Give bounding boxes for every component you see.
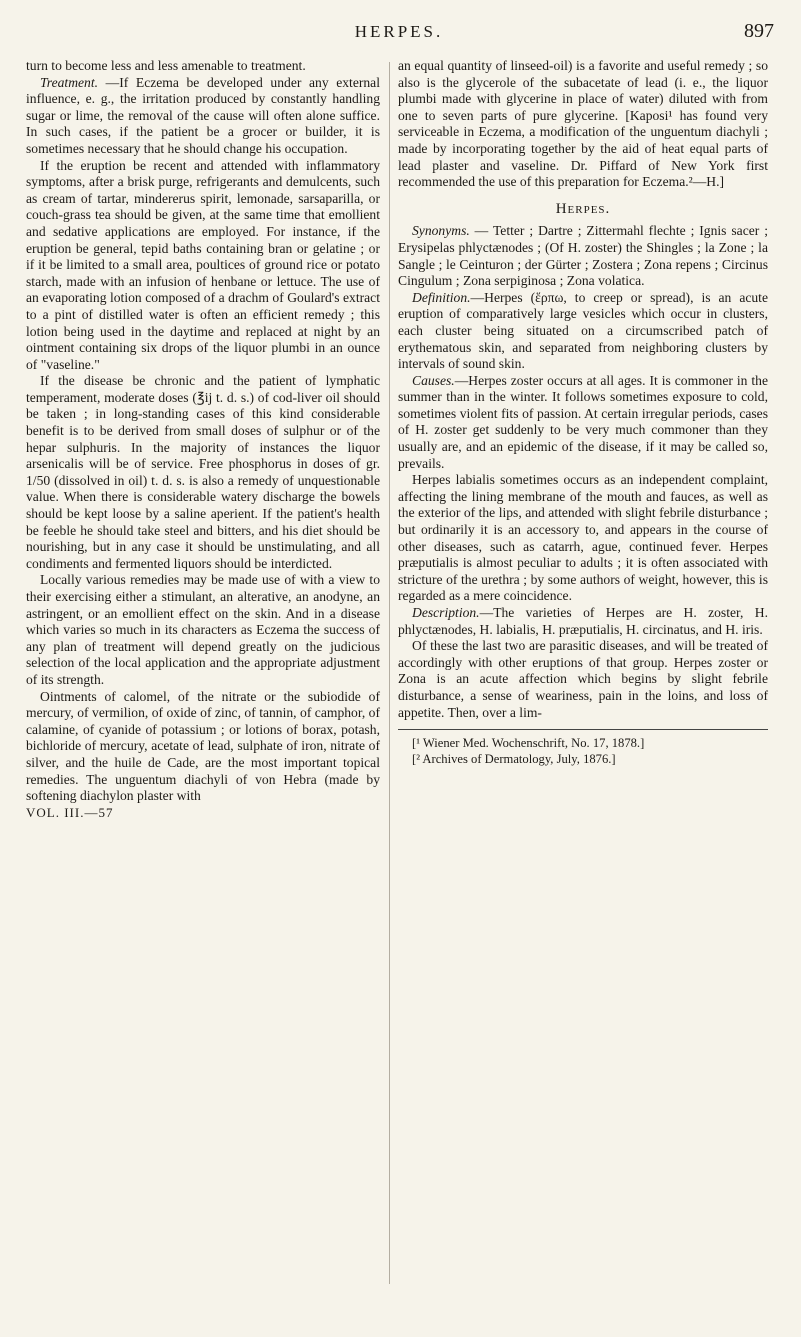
description-heading: Description. [412, 605, 480, 620]
paragraph-local-remedies: Locally various remedies may be made use of with a view to their exercising either a stimulant, an alterative, an anodyne, an astringent, or an emollient effect on the skin. And in a disease which varies so much in its characters as Eczema the success of any plan of treatment will depend greatly on the judicious selection of the local application and the appropriate adjustment of its strength. [26, 572, 380, 687]
page-number: 897 [744, 20, 774, 42]
paragraph-ointments: Ointments of calomel, of the nitrate or the subiodide of mercury, of vermilion, of oxide of zinc, of tannin, of camphor, of calamine, of cyanide of potassium ; or lotions of borax, potash, bichloride of mercury, acetate of lead, sulphate of iron, nitrate of silver, and the huile de Cade, are the most important topical remedies. The unguentum diachyli of von Hebra (made by softening diachylon plaster with [26, 688, 380, 804]
paragraph-recent-eruption: If the eruption be recent and attended with inflammatory symptoms, after a brisk purge, refrigerants and demulcents, such as cream of tartar, mindererus spirit, lemonade, sarsaparilla, or couch-grass tea should be given, at the same time that emollient and sedative applications are employed. For instance, if the eruption be general, tepid baths containing bran or gelatine ; or if it be limited to a small area, poultices of ground rice or potato starch, made with an infusion of henbane or lettuce. The use of an evaporating lotion composed of a drachm of Goulard's extract to a pint of distilled water is often an efficient remedy ; this lotion being used in the daytime and replaced at night by an ointment containing six drops of the liquor plumbi in an ounce of "vaseline." [26, 157, 380, 372]
paragraph-labialis: Herpes labialis sometimes occurs as an independent complaint, affecting the lining membrane of the mouth and fauces, as well as the exterior of the lips, and attended with slight febrile disturbance ; but ordinarily it is an accessory to, and appears in the course of other diseases, such as catarrh, ague, continued fever. Herpes præputialis is almost peculiar to adults ; it is often associated with stricture of the urethra ; by some authors of weight, however, this is regarded as a mere coincidence. [398, 472, 768, 604]
section-title-herpes: Herpes. [555, 200, 611, 217]
synonyms-heading: Synonyms. [412, 223, 470, 239]
paragraph-continued: turn to become less and less amenable to treatment. [26, 58, 306, 73]
running-head: HERPES. [354, 22, 444, 41]
description-text: —The varieties of Herpes are H. zoster, H. phlyctænodes, H. labialis, H. præputialis, H. circinatus, and H. iris. [398, 605, 768, 637]
causes-heading: Causes. [412, 372, 455, 388]
causes-text: —Herpes zoster occurs at all ages. It is commoner in the summer than in the winter. It follows sometimes exposure to cold, sometimes violent fits of passion. At certain irregular periods, cases of H. zoster get suddenly to be very much commoner than they usually are, and an epidemic of the disease, if it may be called so, prevails. [398, 372, 768, 471]
paragraph-definition [398, 290, 768, 373]
definition-text: —Herpes (ἕρπω, to creep or spread), is an acute eruption of comparatively large vesicles which occur in clusters, each cluster being situated on a circumscribed patch of erythematous skin, and separated from neighboring clusters by intervals of sound skin. [398, 289, 768, 372]
page-header [24, 20, 774, 46]
footnote-1: [¹ Wiener Med. Wochenschrift, No. 17, 1878.] [412, 736, 645, 751]
footnote-divider [398, 729, 768, 730]
definition-heading: Definition. [412, 289, 471, 305]
footnote-2: [² Archives of Dermatology, July, 1876.] [412, 751, 616, 766]
paragraph-description [398, 605, 768, 638]
paragraph-linseed: an equal quantity of linseed-oil) is a favorite and useful remedy ; so also is the glycerole of the subacetate of lead (i. e., the liquor plumbi made with glycerine in place of water) diluted with from one to seven parts of pure glycerine. [Kaposi¹ has found very serviceable in Eczema, a modification of the unguentum diachyli ; made by incorporating together by the aid of heat equal parts of lead plaster and vaseline. Dr. Piffard of New York first recommended the use of this preparation for Eczema.²—H.] [398, 58, 768, 190]
paragraph-chronic: If the disease be chronic and the patient of lymphatic temperament, moderate doses (℥ij t. d. s.) of cod-liver oil should be taken ; in long-standing cases of this kind considerable benefit is to be derived from small doses of sulphur or of the hepar sulphuris. In the majority of instances the liquor arsenicalis will be of service. Free phosphorus in doses of gr. 1/50 (dissolved in oil) t. d. s. is also a remedy of unquestionable value. When there is considerable watery discharge the bowels should be kept loose by a saline aperient. If the patient's health be feeble he should take steel and bitters, and his diet should be nourishing, but in any case it should be unstimulating, and all condiments and fermented liquors should be interdicted. [26, 373, 380, 571]
left-column [26, 58, 380, 821]
right-column [398, 58, 768, 767]
volume-signature: VOL. III.—57 [26, 804, 114, 820]
column-divider [389, 62, 390, 1284]
paragraph-parasitic: Of these the last two are parasitic diseases, and will be treated of accordingly with other eruptions of that group. Herpes zoster or Zona is an acute affection which begins by slight febrile disturbance, a sense of weariness, pain in the loins, and loss of appetite. Then, over a lim- [398, 638, 768, 720]
paragraph-synonyms [398, 223, 768, 289]
synonyms-text: — Tetter ; Dartre ; Zittermahl flechte ; Ignis sacer ; Erysipelas phlyctænodes ; (Of H. zoster) the Shingles ; la Zone ; la Sangle ; le Ceinturon ; der Gürter ; Zostera ; Zona repens ; Circinus Cingulum ; Zona serpiginosa ; Zona volatica. [398, 223, 768, 289]
paragraph-treatment [26, 75, 380, 158]
treatment-heading: Treatment. [40, 74, 99, 90]
paragraph-causes [398, 373, 768, 473]
treatment-text: —If Eczema be developed under any external influence, e. g., the irritation produced by constantly handling sugar or lime, the removal of the cause will often alone suffice. In such cases, if the patient be a grocer or builder, it is sometimes necessary that he should change his occupation. [26, 74, 380, 156]
